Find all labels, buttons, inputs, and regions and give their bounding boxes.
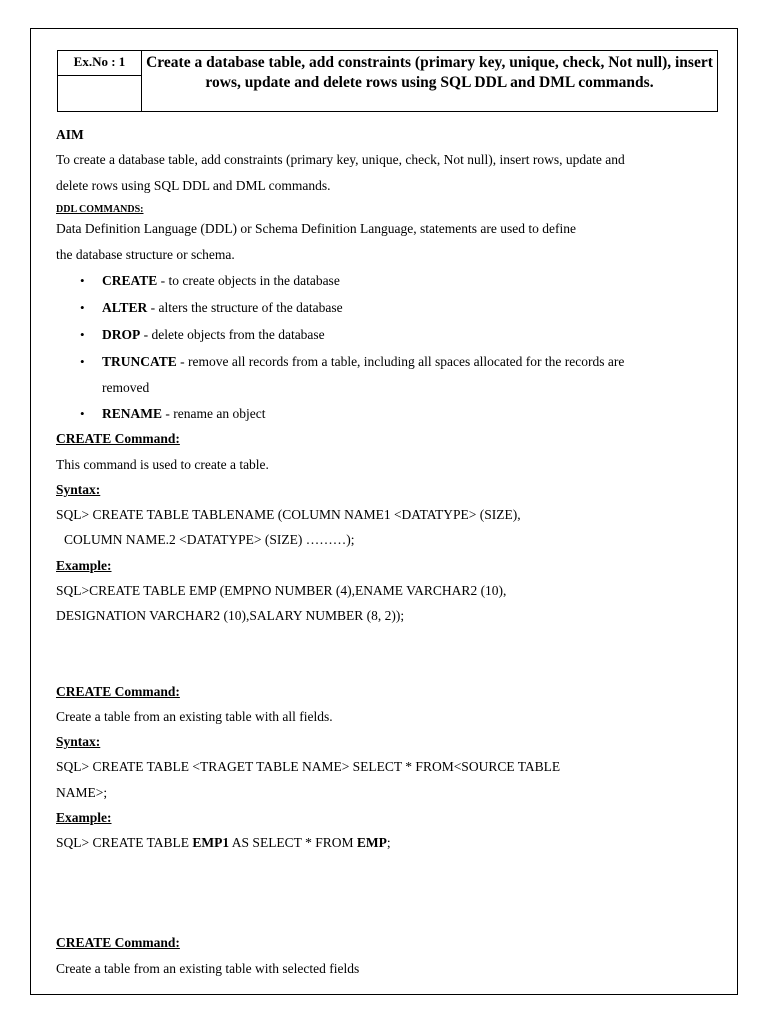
list-item xyxy=(102,272,340,290)
create-command-heading: CREATE Command: xyxy=(56,431,180,446)
list-item xyxy=(102,326,325,344)
exercise-header-table xyxy=(57,50,718,112)
create-command-heading: CREATE Command: xyxy=(56,684,180,699)
list-item xyxy=(102,405,265,423)
example-line-1: SQL>CREATE TABLE EMP (EMPNO NUMBER (4),ENAME VARCHAR2 (10), xyxy=(56,583,507,598)
create-command-description: Create a table from an existing table with selected fields xyxy=(56,961,360,976)
exercise-blank-cell xyxy=(58,76,142,112)
command-term: CREATE xyxy=(102,273,158,288)
bullet-icon: • xyxy=(80,406,85,421)
syntax-line-1: SQL> CREATE TABLE TABLENAME (COLUMN NAME1 <DATATYPE> (SIZE), xyxy=(56,507,521,522)
exercise-number-cell: Ex.No : 1 xyxy=(58,51,142,76)
bullet-icon: • xyxy=(80,354,85,369)
syntax-label: Syntax: xyxy=(56,482,101,497)
ddl-heading: DDL COMMANDS: xyxy=(56,204,144,215)
syntax-line-2: NAME>; xyxy=(56,785,108,800)
example-line-2: DESIGNATION VARCHAR2 (10),SALARY NUMBER (8, 2)); xyxy=(56,608,405,623)
list-item xyxy=(102,353,624,371)
bullet-icon: • xyxy=(80,273,85,288)
command-term: RENAME xyxy=(102,406,162,421)
ddl-description-line-2: the database structure or schema. xyxy=(56,247,235,262)
example-line xyxy=(56,834,391,852)
command-term: DROP xyxy=(102,327,141,342)
bullet-icon: • xyxy=(80,327,85,342)
list-item-continuation: removed xyxy=(102,380,150,395)
command-description: - to create objects in the database xyxy=(157,273,340,288)
command-description: - rename an object xyxy=(162,406,266,421)
command-description: - alters the structure of the database xyxy=(147,300,343,315)
aim-text-line-2: delete rows using SQL DDL and DML commands. xyxy=(56,178,331,193)
example-table-name: EMP1 xyxy=(192,835,230,850)
aim-heading: AIM xyxy=(56,127,84,142)
aim-text-line-1: To create a database table, add constraints (primary key, unique, check, Not null), insert rows, update and xyxy=(56,152,625,167)
example-text: ; xyxy=(386,835,391,850)
create-command-description: This command is used to create a table. xyxy=(56,457,269,472)
ddl-description-line-1: Data Definition Language (DDL) or Schema Definition Language, statements are used to define xyxy=(56,221,576,236)
example-text: AS SELECT * FROM xyxy=(229,835,357,850)
list-item xyxy=(102,299,343,317)
command-description: - delete objects from the database xyxy=(140,327,325,342)
example-label: Example: xyxy=(56,810,112,825)
example-text: SQL> CREATE TABLE xyxy=(56,835,193,850)
exercise-title: Create a database table, add constraints (primary key, unique, check, Not null), insert rows, update and delete rows using SQL DDL and DML commands. xyxy=(142,51,718,112)
create-command-description: Create a table from an existing table with all fields. xyxy=(56,709,333,724)
create-command-heading: CREATE Command: xyxy=(56,935,180,950)
example-label: Example: xyxy=(56,558,112,573)
example-table-name: EMP xyxy=(356,835,387,850)
command-description: - remove all records from a table, including all spaces allocated for the records are xyxy=(176,354,625,369)
syntax-line-1: SQL> CREATE TABLE <TRAGET TABLE NAME> SELECT * FROM<SOURCE TABLE xyxy=(56,759,561,774)
command-term: ALTER xyxy=(102,300,148,315)
syntax-line-2: COLUMN NAME.2 <DATATYPE> (SIZE) ………); xyxy=(64,532,355,547)
bullet-icon: • xyxy=(80,300,85,315)
syntax-label: Syntax: xyxy=(56,734,101,749)
command-term: TRUNCATE xyxy=(102,354,177,369)
